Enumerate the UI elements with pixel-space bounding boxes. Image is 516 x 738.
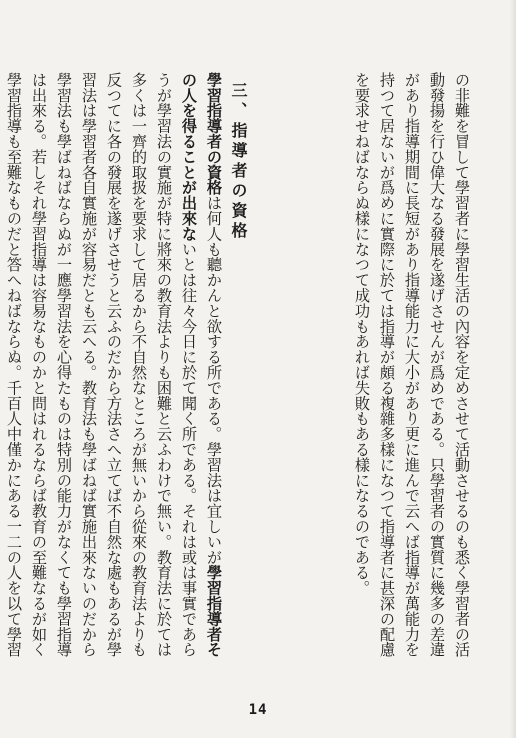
vertical-body-text xyxy=(0,72,474,660)
text-line: に各の發展を遂げさせうと云ふのだから方法さへ立てば不自然な處もあるが學習法は學習者各自 xyxy=(80,72,123,658)
text-line: の非難を冒して學習者に學習生活の內容を定めさせて活動させるのも悉く學習者の活動發揚を行ひ偉大なる發展 xyxy=(428,72,471,658)
text-line: に進んで云へば指導が萬能力を持つて居ないが爲めに實際に於ては指導が頗る複雜多樣になつて指導者に甚深の xyxy=(378,72,421,658)
page-number: 14 xyxy=(248,702,268,718)
section-heading: 三、指導者の資格 xyxy=(229,82,248,242)
text-line: たものは特別の能力がなくても學習指導は出來る。若しそれ學習指導は容易なものかと問はれるならば教育の至 xyxy=(30,72,73,658)
bold-phrase: 學習指導者その人を得ることが出來な xyxy=(180,72,223,658)
text-line: を遂げさせんが爲めである。只學習者の實質に幾多の差違があり指導期間に長短があり指導能力に大小があり更 xyxy=(403,72,446,658)
paragraph-1 xyxy=(349,72,474,660)
text-line: 難なるが如く學習指導も至難なものだと答へねばならぬ。千百人中僅かにある一二の人を以て學習 xyxy=(5,72,48,658)
text-line: 云ふわけで無い。教育法に於ては多くは一齊的取扱を要求して居るから不自然なところが無いから從來の教育法よりも反つて xyxy=(105,72,173,658)
scan-edge-shadow xyxy=(510,0,516,738)
text-line: 實施が容易だとも云へる。教育法も學ばねば實施出來ないのだから學習法も學ばねばならぬが一應學習法を心得 xyxy=(55,72,98,658)
text-line: 配慮を要求せねばならぬ樣になつて成功もあれば失敗もある樣になるのである。 xyxy=(353,72,396,658)
paragraph-2 xyxy=(0,72,226,660)
bold-phrase: 學習指導者の資格 xyxy=(205,72,223,196)
text-line: いとは往々今日に於て聞く所である。それは或は事實であらうが學習法の實施が特に將來の教育法よりも困難と xyxy=(155,72,198,658)
text-run: は何人も聽かんと欲する所である。學習法は宜しいが xyxy=(205,195,223,565)
